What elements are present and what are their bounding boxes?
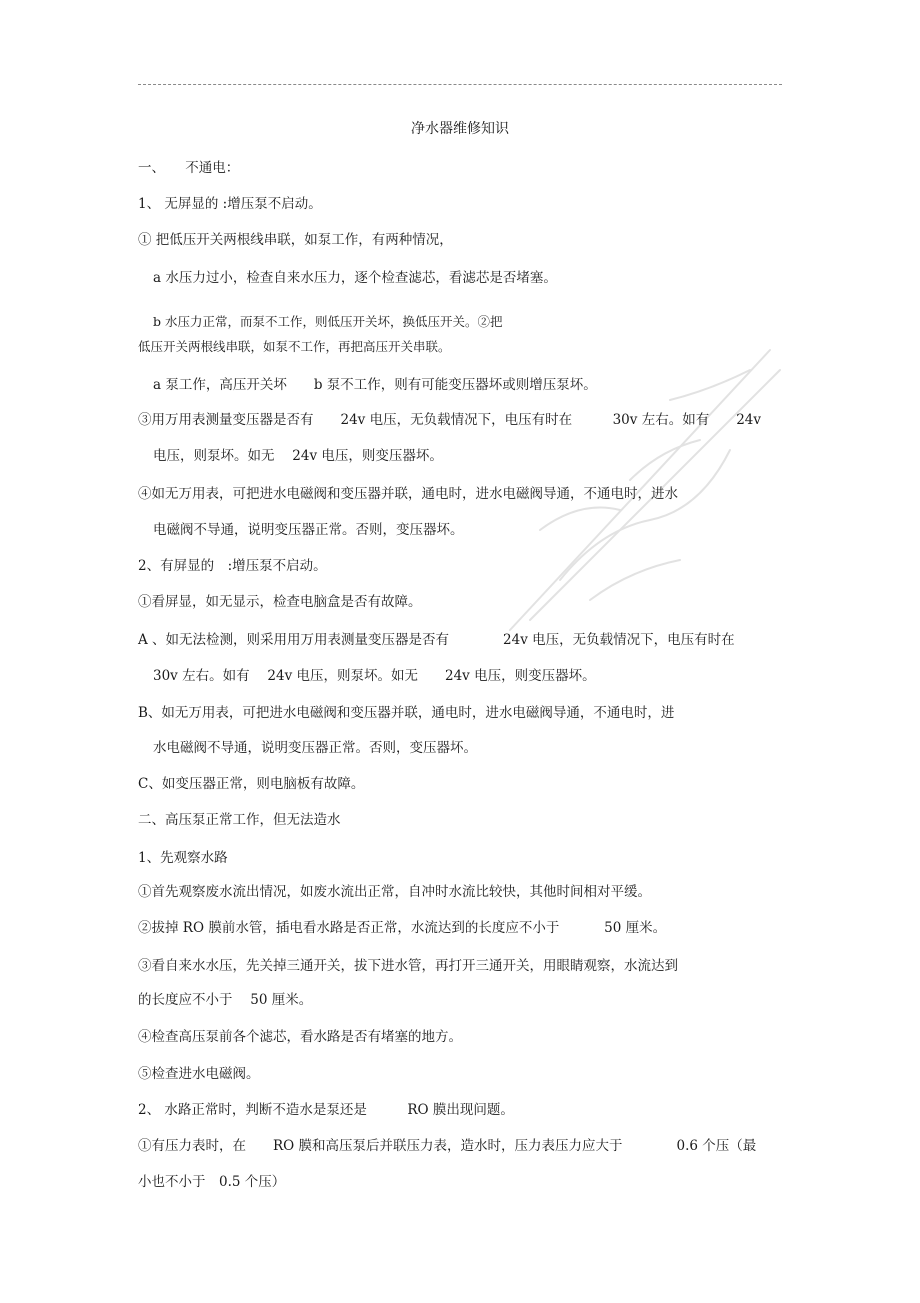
step-3-cont: 电压，则泵坏。如无 24v 电压，则变压器坏。 xyxy=(153,448,443,464)
item-2-heading: 2、有屏显的 :增压泵不启动。 xyxy=(138,558,327,574)
case-b-cont: 低压开关两根线串联，如泵不工作，再把高压开关串联。 xyxy=(138,339,451,354)
sec2-item-2-step-1: ①有压力表时，在 RO 膜和高压泵后并联压力表，造水时，压力表压力应大于 0.6 个压（最 xyxy=(138,1138,757,1154)
item-1-heading: 1、 无屏显的 :增压泵不启动。 xyxy=(138,196,322,212)
item-2-a: A 、如无法检测，则采用用万用表测量变压器是否有 24v 电压，无负载情况下，电压有时在 xyxy=(138,632,735,648)
sec2-item-1-heading: 1、先观察水路 xyxy=(138,850,228,866)
section-1-heading: 一、 不通电： xyxy=(138,160,240,176)
sec2-step-4: ④检查高压泵前各个滤芯，看水路是否有堵塞的地方。 xyxy=(138,1029,462,1045)
item-2-c: C、如变压器正常，则电脑板有故障。 xyxy=(138,776,365,792)
sec2-item-2-heading: 2、 水路正常时，判断不造水是泵还是 RO 膜出现问题。 xyxy=(138,1102,514,1118)
sec2-step-1: ①首先观察废水流出情况，如废水流出正常，自冲时水流比较快，其他时间相对平缓。 xyxy=(138,884,651,900)
item-2-b: B、如无万用表，可把进水电磁阀和变压器并联，通电时，进水电磁阀导通，不通电时，进 xyxy=(138,705,675,721)
sec2-step-2: ②拔掉 RO 膜前水管，插电看水路是否正常，水流达到的长度应不小于 50 厘米。 xyxy=(138,920,667,936)
item-2-a-cont: 30v 左右。如有 24v 电压，则泵坏。如无 24v 电压，则变压器坏。 xyxy=(153,668,596,684)
step-4: ④如无万用表，可把进水电磁阀和变压器并联，通电时，进水电磁阀导通，不通电时，进水 xyxy=(138,486,678,502)
sec2-step-3: ③看自来水水压，先关掉三通开关，拔下进水管，再打开三通开关，用眼睛观察，水流达到 xyxy=(138,958,678,974)
item-2-b-cont: 水电磁阀不导通，说明变压器正常。否则，变压器坏。 xyxy=(153,740,477,756)
section-2-heading: 二、高压泵正常工作，但无法造水 xyxy=(138,812,341,828)
item-2-step-1: ①看屏显，如无显示，检查电脑盒是否有故障。 xyxy=(138,594,422,610)
step-4-cont: 电磁阀不导通，说明变压器正常。否则，变压器坏。 xyxy=(153,522,464,538)
sec2-step-5: ⑤检查进水电磁阀。 xyxy=(138,1066,260,1082)
header-rule xyxy=(138,84,782,85)
case-b: b 水压力正常，而泵不工作，则低压开关坏，换低压开关。②把 xyxy=(153,314,503,329)
case-a: a 水压力过小，检查自来水压力，逐个检查滤芯，看滤芯是否堵塞。 xyxy=(153,270,557,286)
sec2-item-2-step-1-cont: 小也不小于 0.5 个压） xyxy=(138,1174,286,1190)
case-ab-result: a 泵工作，高压开关坏 b 泵不工作，则有可能变压器坏或则增压泵坏。 xyxy=(153,377,597,393)
document-title: 净水器维修知识 xyxy=(411,121,509,137)
step-3: ③用万用表测量变压器是否有 24v 电压，无负载情况下，电压有时在 30v 左右。如有 24v xyxy=(138,412,761,428)
step-1: ① 把低压开关两根线串联，如泵工作，有两种情况， xyxy=(138,232,453,248)
sec2-step-3-cont: 的长度应不小于 50 厘米。 xyxy=(138,992,313,1008)
